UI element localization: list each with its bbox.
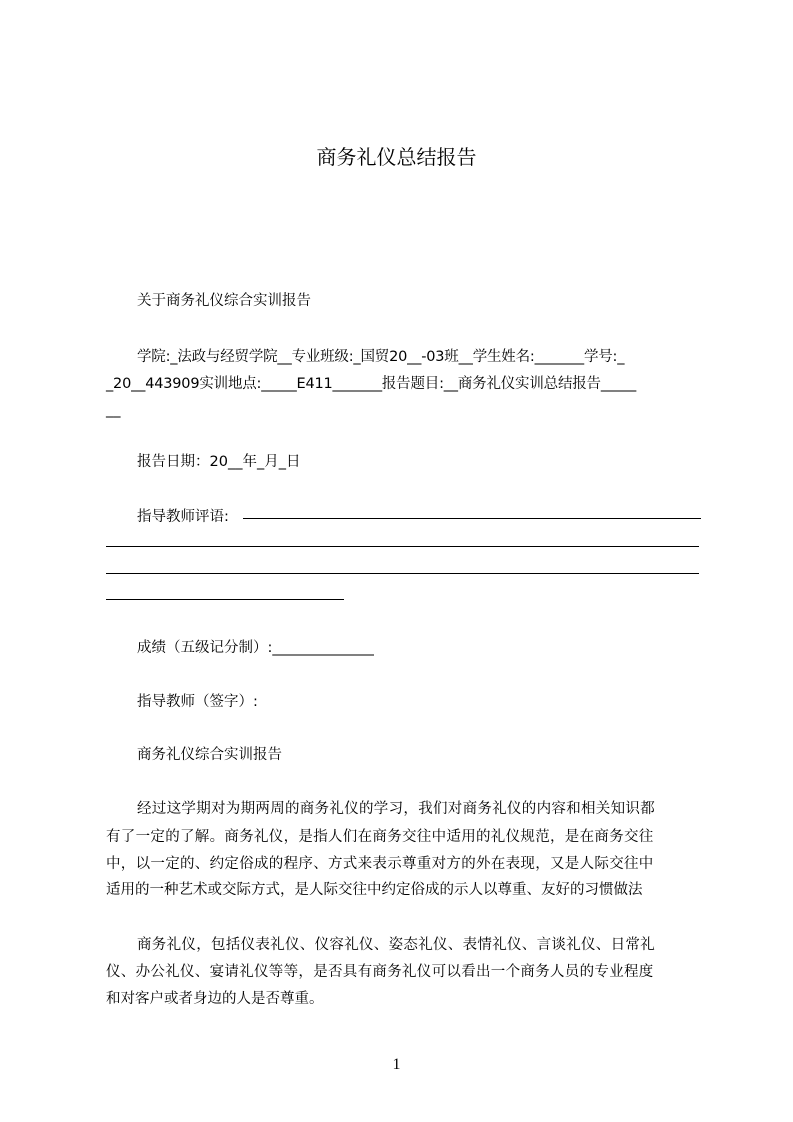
teacher-comment-label: 指导教师评语: xyxy=(137,509,229,525)
paragraph-line: 商务礼仪，包括仪表礼仪、仪容礼仪、姿态礼仪、表情礼仪、言谈礼仪、日常礼 xyxy=(137,937,655,953)
paragraph-line: 中，以一定的、约定俗成的程序、方式来表示尊重对方的外在表现，又是人际交往中 xyxy=(106,856,654,872)
paragraph-line: 适用的一种艺术或交际方式，是人际交往中约定俗成的示人以尊重、友好的习惯做法 xyxy=(106,882,643,898)
grade-label: 成绩（五级记分制）: xyxy=(137,640,273,656)
teacher-signature-label: 指导教师（签字）: xyxy=(137,694,258,710)
paragraph-line: 经过这学期对为期两周的商务礼仪的学习，我们对商务礼仪的内容和相关知识都 xyxy=(137,801,655,817)
page-number: 1 xyxy=(392,1056,401,1073)
report-date: 报告日期：20__年_月_日 xyxy=(137,454,301,470)
report-heading: 关于商务礼仪综合实训报告 xyxy=(137,293,311,309)
paragraph-line: 仪、办公礼仪、宴请礼仪等等，是否具有商务礼仪可以看出一个商务人员的专业程度 xyxy=(106,964,654,980)
grade-blank: ______________ xyxy=(272,640,374,656)
paragraph-line: 有了一定的了解。商务礼仪，是指人们在商务交往中适用的礼仪规范，是在商务交往 xyxy=(106,829,654,845)
info-line-3: __ xyxy=(106,402,121,418)
document-title: 商务礼仪总结报告 xyxy=(316,145,477,169)
info-line-2: _20__443909实训地点:_____E411_______报告题目:__商务礼仪实训总结报告_____ xyxy=(106,376,637,392)
info-line-1: 学院:_法政与经贸学院__专业班级:_国贸20__-03班__学生姓名:_______学号:_ xyxy=(137,349,625,365)
paragraph-line: 和对客户或者身边的人是否尊重。 xyxy=(106,991,324,1007)
grade-row xyxy=(137,634,737,662)
report-subheading: 商务礼仪综合实训报告 xyxy=(137,747,282,763)
